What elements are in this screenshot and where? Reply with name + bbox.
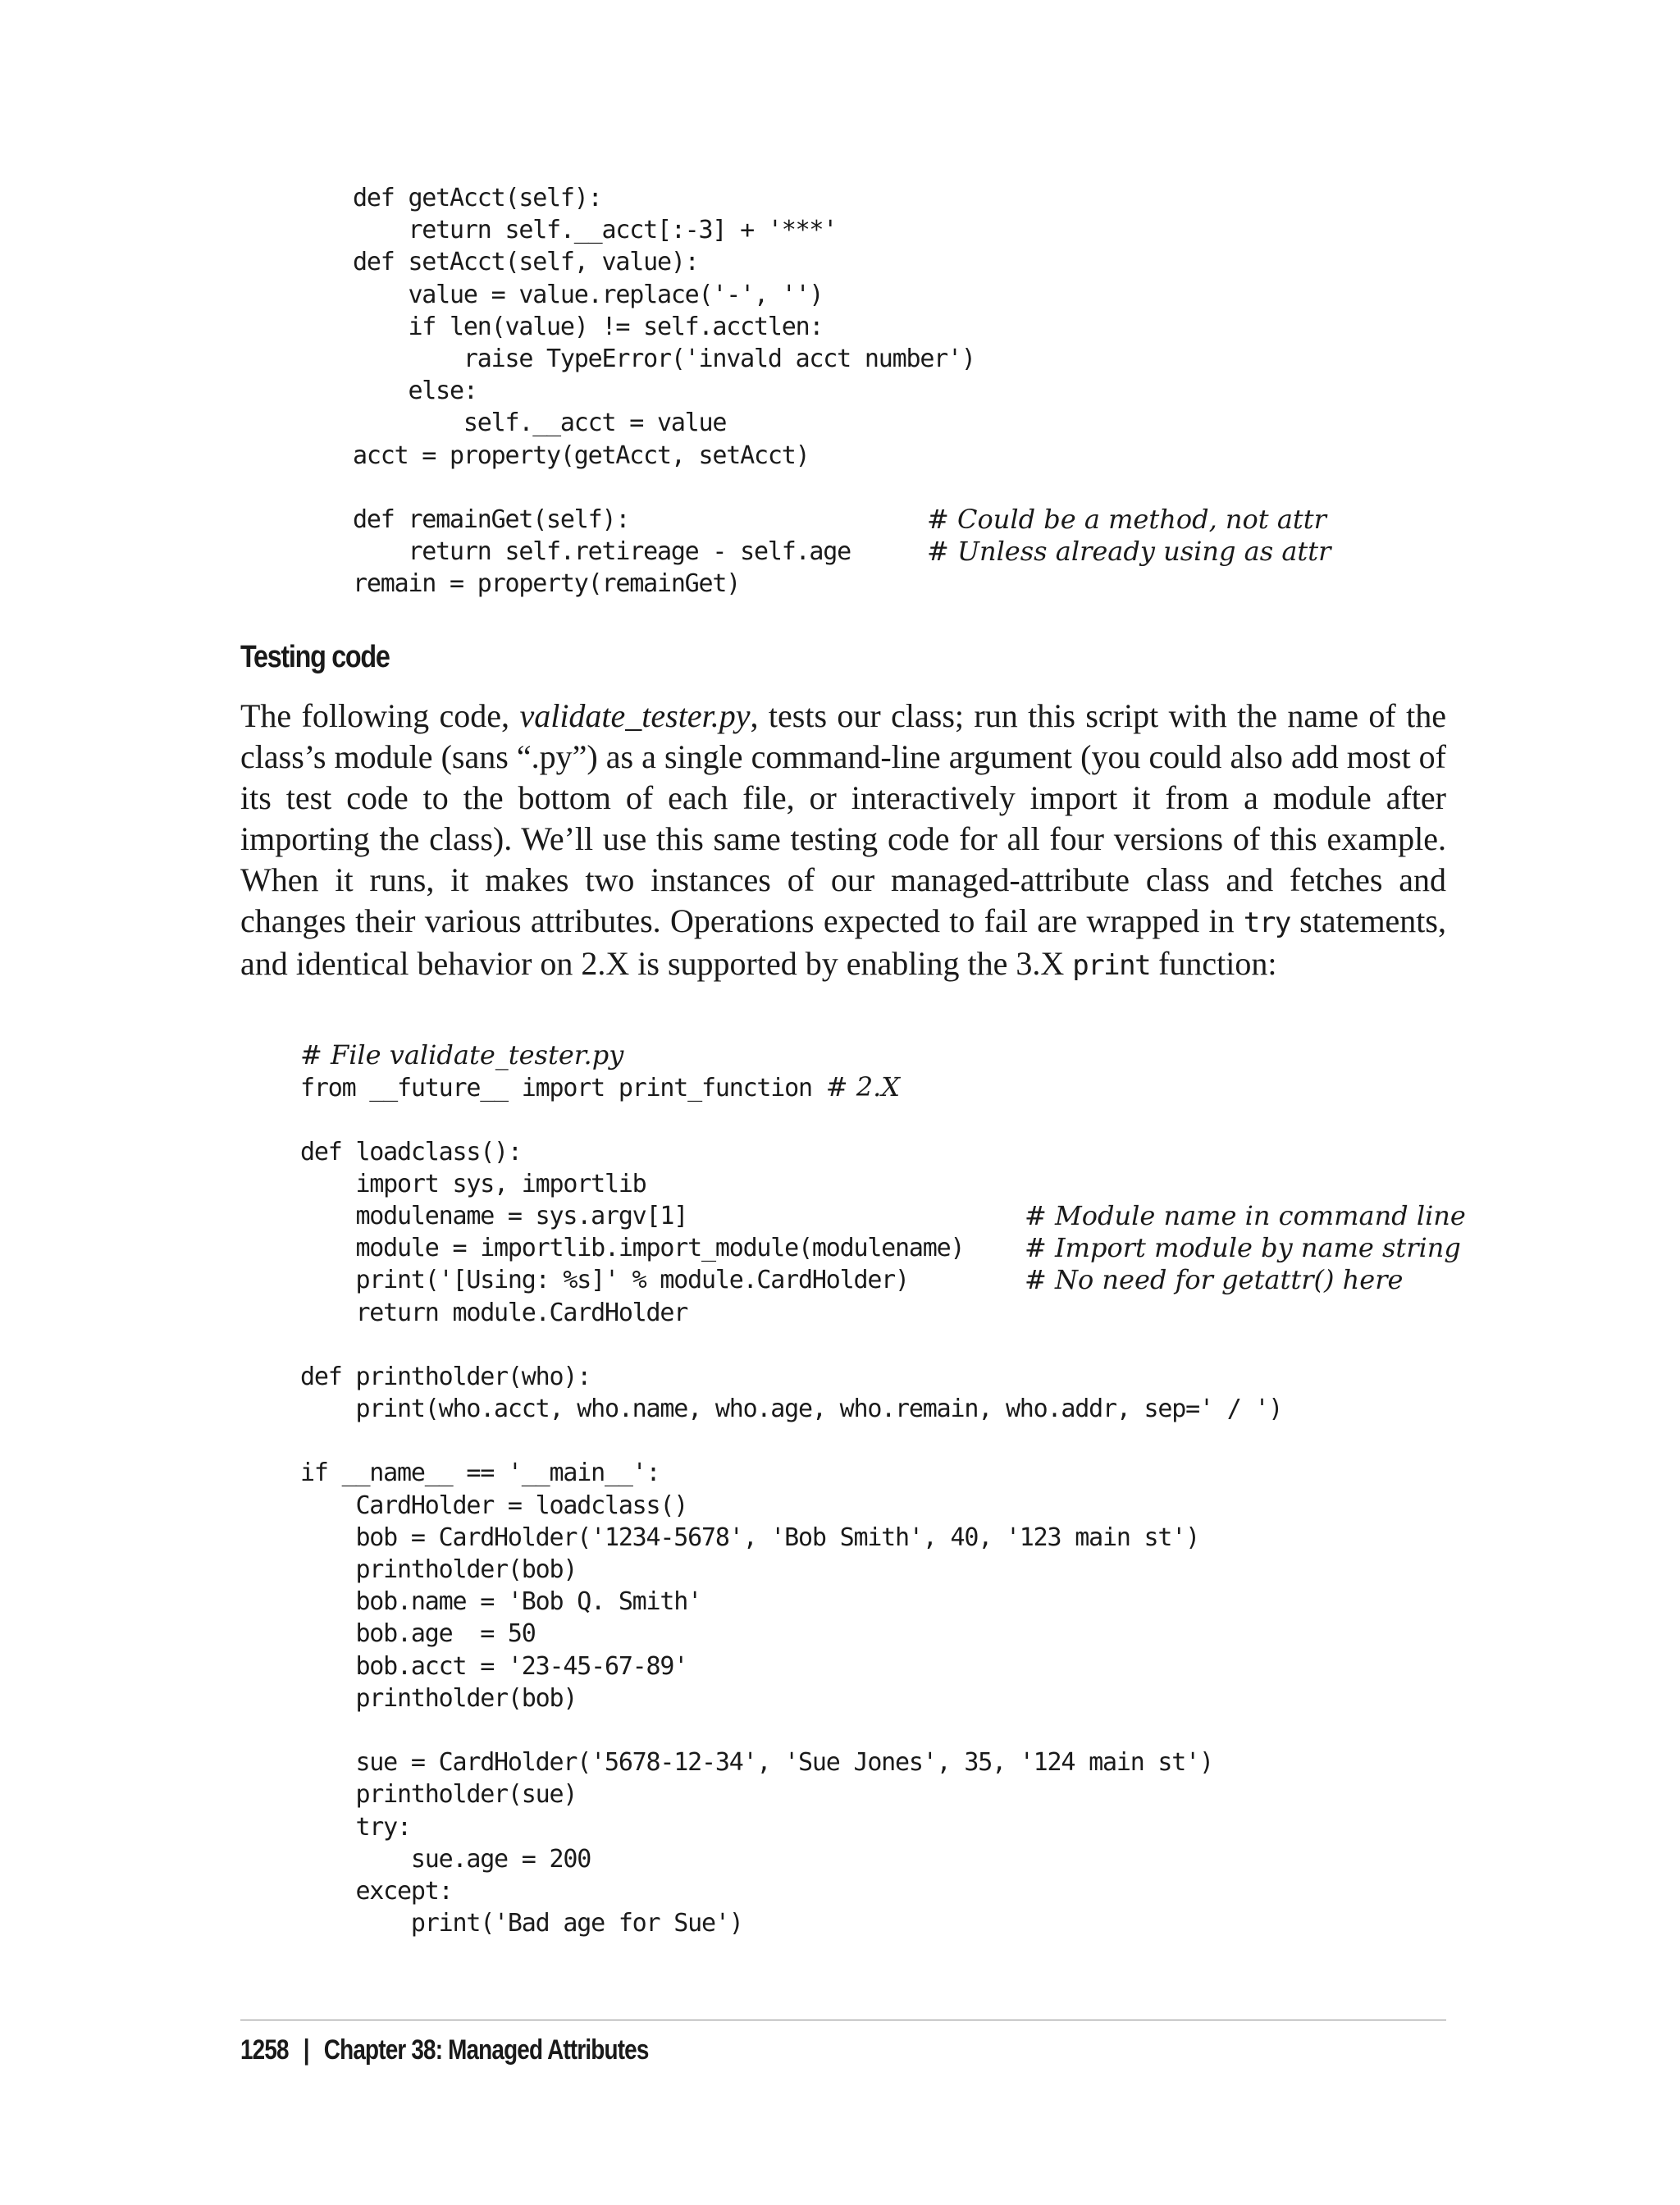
code-line bbox=[300, 1746, 1282, 1778]
code-text: else: bbox=[353, 377, 477, 406]
code-text: module = importlib.import_module(modulename) bbox=[300, 1234, 965, 1263]
code-listing-tester bbox=[300, 1039, 1466, 1939]
page-number: 1258 bbox=[240, 2034, 289, 2066]
code-line bbox=[300, 1875, 1282, 1907]
code-line bbox=[300, 1457, 1282, 1489]
code-text: def printholder(who): bbox=[300, 1362, 591, 1391]
code-line bbox=[300, 1490, 1282, 1522]
code-text: if __name__ == '__main__': bbox=[300, 1459, 660, 1488]
code-text: def loadclass(): bbox=[300, 1137, 522, 1166]
code-line bbox=[300, 1393, 1282, 1425]
code-text: printholder(bob) bbox=[300, 1683, 578, 1713]
code-line bbox=[353, 279, 975, 311]
code-line bbox=[353, 311, 975, 343]
code-line bbox=[300, 1586, 1282, 1618]
code-comment: # Could be a method, not attr bbox=[927, 503, 1326, 535]
paragraph-text-2: , tests our class; run this script with the name of the class’s module (sans “.py”) as a single command-line argument (you could also add most of its test code to the bottom of each file, or interactively import it from a module after importing the class). We’ll use this same testing code for all four versions of this example. When it runs, it makes two instances of our managed-attribute class and fetches and changes their various attributes. Operations expected to fail are wrapped in bbox=[240, 697, 1446, 939]
code-text: CardHolder = loadclass() bbox=[300, 1491, 688, 1520]
code-text: bob.acct = '23-45-67-89' bbox=[300, 1651, 688, 1681]
code-line bbox=[353, 472, 975, 504]
code-text: self.__acct = value bbox=[353, 409, 727, 438]
code-line bbox=[300, 1361, 1282, 1393]
code-line bbox=[353, 568, 975, 600]
code-text: def setAcct(self, value): bbox=[353, 248, 699, 277]
code-text: modulename = sys.argv[1] bbox=[300, 1201, 688, 1230]
code-line bbox=[300, 1907, 1282, 1939]
code-comment: # No need for getattr() here bbox=[1025, 1264, 1404, 1296]
code-line bbox=[300, 1329, 1282, 1361]
code-line bbox=[300, 1264, 1404, 1296]
code-line bbox=[353, 343, 975, 375]
code-text: def remainGet(self): bbox=[353, 504, 630, 534]
code-comment: # Module name in command line bbox=[1025, 1199, 1466, 1231]
code-text: remain = property(remainGet) bbox=[353, 569, 741, 599]
code-text: import sys, importlib bbox=[300, 1169, 646, 1198]
code-line bbox=[300, 1039, 1282, 1071]
code-comment: # Import module by name string bbox=[1025, 1232, 1461, 1264]
code-line bbox=[353, 214, 975, 246]
code-text: print('[Using: %s]' % module.CardHolder) bbox=[300, 1266, 909, 1295]
code-line bbox=[300, 1811, 1282, 1843]
code-line bbox=[300, 1168, 1282, 1200]
code-line bbox=[300, 1843, 1282, 1875]
code-line bbox=[353, 182, 975, 214]
code-line bbox=[300, 1778, 1282, 1810]
code-text: return self.__acct[:-3] + '***' bbox=[353, 216, 838, 245]
code-line bbox=[353, 503, 1326, 536]
code-text: raise TypeError('invald acct number') bbox=[353, 344, 975, 373]
code-text: bob = CardHolder('1234-5678', 'Bob Smith', 40, '123 main st') bbox=[300, 1522, 1199, 1552]
code-line bbox=[300, 1554, 1282, 1586]
code-text: print(who.acct, who.name, who.age, who.remain, who.addr, sep=' / ') bbox=[300, 1395, 1283, 1424]
code-text: bob.name = 'Bob Q. Smith' bbox=[300, 1587, 701, 1617]
code-text: try: bbox=[300, 1812, 411, 1842]
code-text: value = value.replace('-', '') bbox=[353, 280, 824, 309]
paragraph-text-4: function: bbox=[1150, 945, 1277, 982]
chapter-title: Chapter 38: Managed Attributes bbox=[323, 2034, 649, 2066]
code-line bbox=[300, 1071, 1282, 1103]
code-listing-properties bbox=[353, 182, 1331, 600]
code-line bbox=[300, 1103, 1282, 1135]
code-text: sue = CardHolder('5678-12-34', 'Sue Jones', 35, '124 main st') bbox=[300, 1748, 1213, 1778]
code-text: return module.CardHolder bbox=[300, 1298, 688, 1327]
code-line bbox=[353, 536, 1331, 568]
paragraph-text-1: The following code, bbox=[240, 697, 520, 734]
code-line bbox=[300, 1232, 1461, 1264]
code-line bbox=[300, 1199, 1466, 1232]
code-text: from __future__ import print_function bbox=[300, 1074, 826, 1103]
code-text: def getAcct(self): bbox=[353, 184, 602, 212]
code-line bbox=[300, 1522, 1282, 1554]
code-line bbox=[300, 1425, 1282, 1457]
code-line bbox=[300, 1297, 1282, 1329]
section-heading: Testing code bbox=[240, 640, 390, 674]
paragraph-text-3: statements, and identical behavior on 2.X is supported by enabling the 3.X bbox=[240, 902, 1446, 982]
code-line bbox=[353, 440, 975, 472]
code-text: if len(value) != self.acctlen: bbox=[353, 312, 824, 341]
code-line bbox=[300, 1618, 1282, 1650]
code-comment: # 2.X bbox=[825, 1071, 901, 1103]
code-text: printholder(bob) bbox=[300, 1555, 578, 1584]
code-text: sue.age = 200 bbox=[300, 1844, 591, 1874]
body-paragraph bbox=[240, 696, 1446, 986]
page-footer bbox=[240, 2034, 649, 2066]
code-line bbox=[353, 407, 975, 439]
code-line bbox=[300, 1650, 1282, 1682]
code-text: printholder(sue) bbox=[300, 1780, 578, 1810]
code-comment: # File validate_tester.py bbox=[300, 1039, 624, 1071]
code-line bbox=[300, 1682, 1282, 1714]
code-line bbox=[353, 246, 975, 278]
inline-code-try: try bbox=[1243, 906, 1290, 939]
code-comment: # Unless already using as attr bbox=[927, 536, 1331, 568]
code-line bbox=[300, 1136, 1282, 1168]
filename-reference: validate_tester.py bbox=[519, 697, 751, 734]
code-text: except: bbox=[300, 1876, 453, 1906]
code-line bbox=[353, 375, 975, 407]
code-text: acct = property(getAcct, setAcct) bbox=[353, 441, 810, 470]
code-text: bob.age = 50 bbox=[300, 1619, 536, 1649]
code-line bbox=[300, 1714, 1282, 1746]
code-text: return self.retireage - self.age bbox=[353, 537, 851, 567]
code-text: print('Bad age for Sue') bbox=[300, 1909, 743, 1938]
footer-separator: | bbox=[303, 2034, 309, 2066]
inline-code-print: print bbox=[1072, 949, 1151, 982]
